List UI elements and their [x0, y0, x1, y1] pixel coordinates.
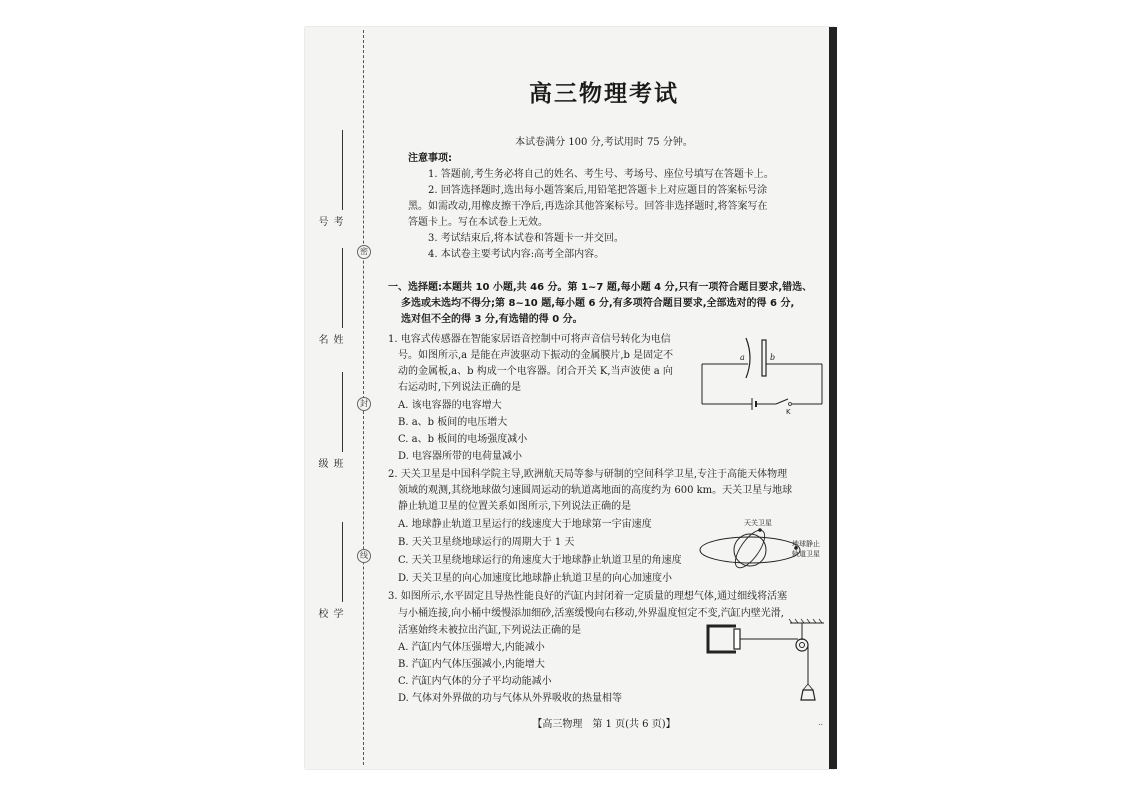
- q1-stem: 动的金属板,a、b 构成一个电容器。闭合开关 K,当声波使 a 向: [398, 366, 673, 377]
- section-heading: 一、选择题:本题共 10 小题,共 46 分。第 1~7 题,每小题 4 分,只有一项符合题目要求,错选、: [388, 282, 813, 293]
- q3-option-b: B. 汽缸内气体压强减小,内能增大: [398, 659, 545, 670]
- q2-option-a: A. 地球静止轨道卫星运行的线速度大于地球第一宇宙速度: [398, 519, 652, 530]
- side-label-xuexiao: 学校: [316, 608, 342, 618]
- q1-stem: 右运动时,下列说法正确的是: [398, 382, 522, 393]
- label-k: K: [786, 408, 791, 416]
- q1-option-c: C. a、b 板间的电场强度减小: [398, 434, 528, 445]
- label-b: b: [770, 353, 776, 362]
- blank-line: [342, 130, 343, 210]
- q2-stem: 静止轨道卫星的位置关系如图所示,下列说法正确的是: [398, 501, 632, 512]
- q3-option-d: D. 气体对外界做的功与气体从外界吸收的热量相等: [398, 693, 623, 704]
- notice-line: 1. 答题前,考生务必将自己的姓名、考生号、考场号、座位号填写在答题卡上。: [428, 169, 774, 180]
- section-line: 选对但不全的得 3 分,有选错的得 0 分。: [401, 314, 583, 325]
- section-line: 多选或未选均不得分;第 8~10 题,每小题 6 分,有多项符合题目要求,全部选对的得 6 分,: [401, 298, 795, 309]
- q2-option-c: C. 天关卫星绕地球运行的角速度大于地球静止轨道卫星的角速度: [398, 555, 682, 566]
- blank-line: [342, 372, 343, 452]
- scan-edge: [829, 27, 837, 769]
- notice-heading: 注意事项:: [408, 153, 452, 164]
- q3-option-a: A. 汽缸内气体压强增大,内能减小: [398, 642, 545, 653]
- blank-line: [342, 248, 343, 328]
- seal-xian: 线: [357, 549, 371, 563]
- label-a: a: [740, 353, 745, 362]
- q1-option-b: B. a、b 板间的电压增大: [398, 417, 508, 428]
- q1-stem: 1. 电容式传感器在智能家居语音控制中可将声音信号转化为电信: [388, 334, 671, 345]
- corner-mark: ..: [818, 718, 824, 727]
- side-label-xingming: 姓名: [316, 334, 342, 344]
- q1-option-a: A. 该电容器的电容增大: [398, 400, 502, 411]
- notice-line: 3. 考试结束后,将本试卷和答题卡一并交回。: [428, 233, 624, 244]
- q1-option-d: D. 电容器所带的电荷量减小: [398, 451, 523, 462]
- label-geo-1: 地球静止: [792, 540, 820, 548]
- side-label-banji: 班级: [316, 458, 342, 468]
- q3-stem: 活塞始终未被拉出汽缸,下列说法正确的是: [398, 625, 582, 636]
- blank-line: [342, 522, 343, 602]
- capacitor-circuit-figure: [698, 330, 826, 414]
- notice-line: 答题卡上。写在本试卷上无效。: [408, 217, 548, 228]
- q2-stem: 领域的观测,其绕地球做匀速圆周运动的轨道离地面的高度约为 600 km。天关卫星与地球: [398, 485, 793, 496]
- notice-line: 2. 回答选择题时,选出每小题答案后,用铅笔把答题卡上对应题目的答案标号涂: [428, 185, 768, 196]
- notice-line: 黑。如需改动,用橡皮擦干净后,再选涂其他答案标号。回答非选择题时,将答案写在: [408, 201, 768, 212]
- q2-stem: 2. 天关卫星是中国科学院主导,欧洲航天局等参与研制的空间科学卫星,专注于高能天体物理: [388, 469, 788, 480]
- page-footer: 【高三物理 第 1 页(共 6 页)】: [532, 719, 676, 730]
- q1-stem: 号。如图所示,a 是能在声波驱动下振动的金属膜片,b 是固定不: [398, 350, 674, 361]
- label-geo-2: 轨道卫星: [792, 550, 820, 558]
- q3-stem: 与小桶连接,向小桶中缓慢添加细砂,活塞缓慢向右移动,外界温度恒定不变,汽缸内壁光滑,: [398, 608, 784, 619]
- intro-text: 本试卷满分 100 分,考试用时 75 分钟。: [515, 137, 693, 148]
- notice-line: 4. 本试卷主要考试内容:高考全部内容。: [428, 249, 605, 260]
- piston-cylinder-figure: [706, 618, 826, 706]
- side-label-kaohao: 考号: [316, 216, 342, 226]
- satellite-orbit-figure: [698, 516, 826, 576]
- seal-feng: 封: [357, 397, 371, 411]
- page-title: 高三物理考试: [529, 81, 679, 107]
- q3-option-c: C. 汽缸内气体的分子平均动能减小: [398, 676, 552, 687]
- q2-option-d: D. 天关卫星的向心加速度比地球静止轨道卫星的向心加速度小: [398, 573, 673, 584]
- q3-stem: 3. 如图所示,水平固定且导热性能良好的汽缸内封闭着一定质量的理想气体,通过细线将活塞: [388, 591, 788, 602]
- seal-mi: 密: [357, 245, 371, 259]
- q2-option-b: B. 天关卫星绕地球运行的周期大于 1 天: [398, 537, 575, 548]
- label-tianguan: 天关卫星: [744, 519, 772, 527]
